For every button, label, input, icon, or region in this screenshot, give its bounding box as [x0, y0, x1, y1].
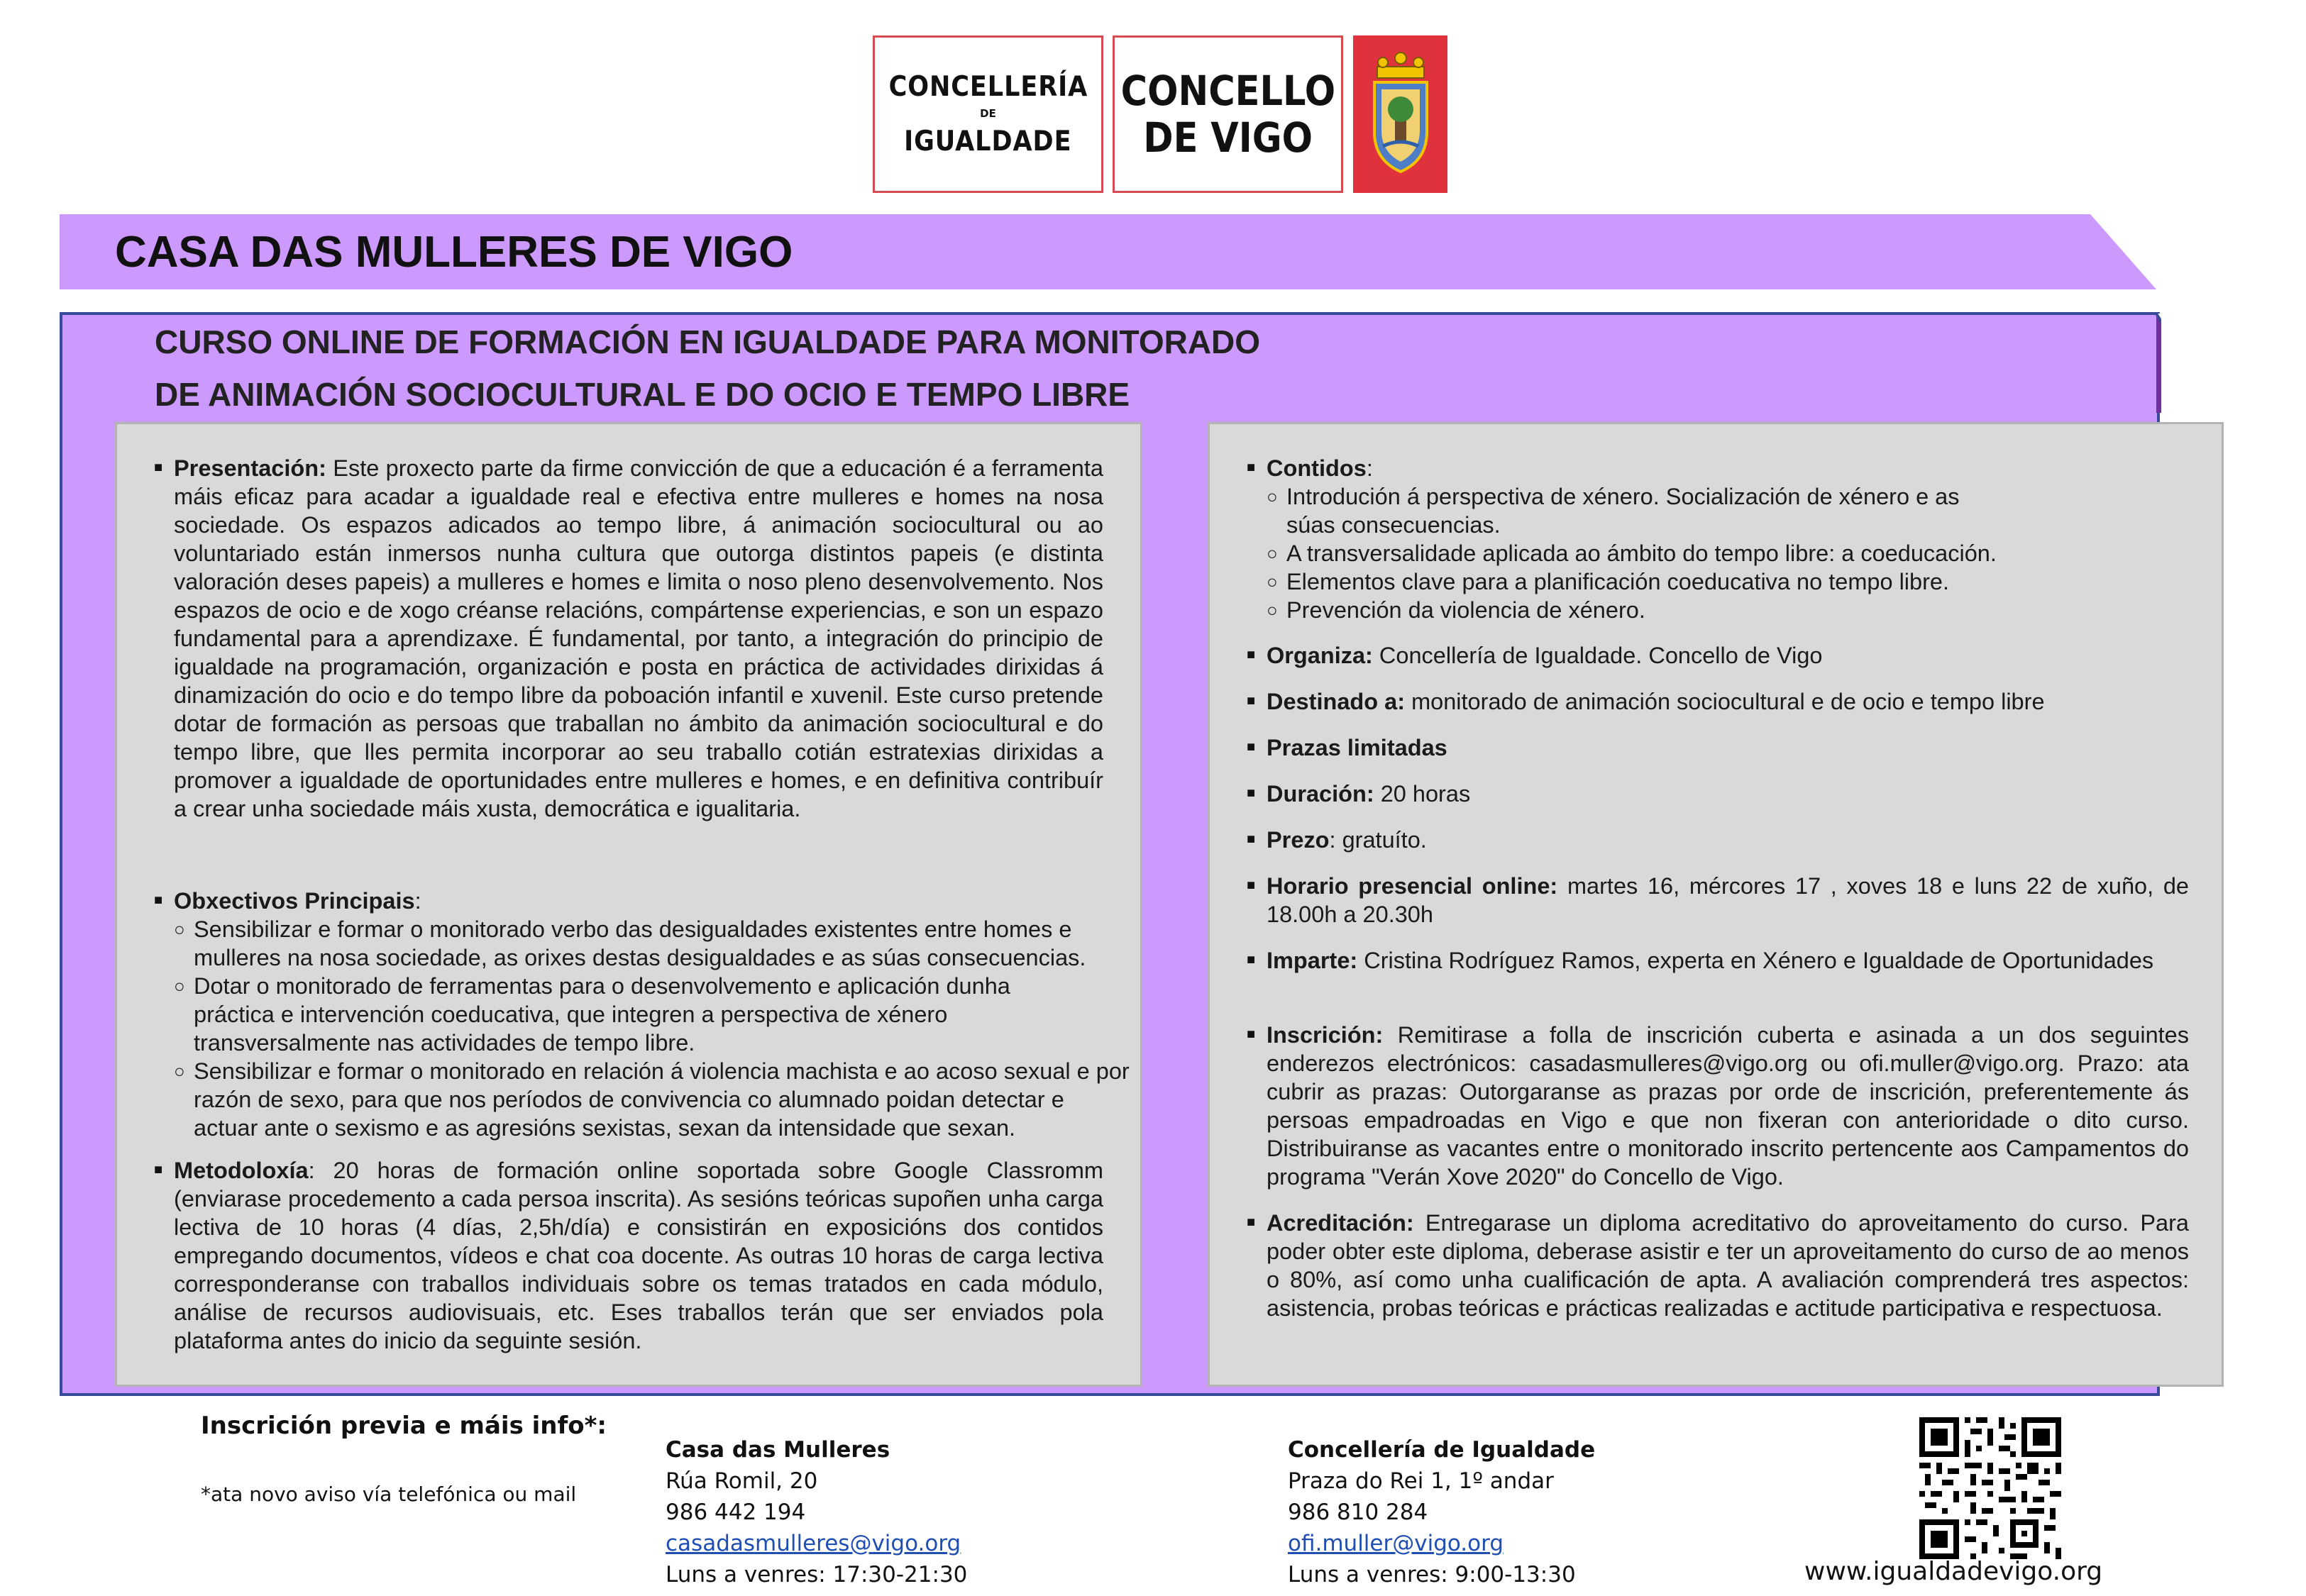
contido-item	[1267, 567, 2189, 596]
concelleria-igualdade-logo	[873, 35, 1103, 193]
course-title-line1: CURSO ONLINE DE FORMACIÓN EN IGUALDADE PARA MONITORADO	[155, 323, 1261, 360]
obxectivo-item-text: Dotar o monitorado de ferramentas para o desenvolvemento e aplicación dunha práctica e intervención coeducativa, que integren a perspectiva de xénero transversalmente nas actividades de tempo libre.	[194, 973, 1010, 1055]
bullet-icon: ■	[1247, 952, 1256, 968]
bullet-icon: ■	[1247, 1214, 1256, 1230]
horario-label: Horario presencial online:	[1267, 873, 1558, 899]
bullet-icon: ■	[154, 1162, 163, 1177]
qr-code-icon[interactable]	[1919, 1417, 2061, 1559]
organiza-label: Organiza:	[1267, 643, 1373, 668]
circle-bullet-icon: ○	[174, 975, 185, 997]
obxectivo-item-text: Sensibilizar e formar o monitorado verbo das desigualdades existentes entre homes e mulleres na nosa sociedade, as orixes destas desigualdades e as súas consecuencias.	[194, 916, 1086, 970]
section-prazas	[1267, 733, 2189, 762]
obxectivo-item	[174, 915, 1118, 972]
section-organiza	[1267, 641, 2189, 670]
contact-hours: Luns a venres: 9:00-13:30	[1288, 1562, 1576, 1587]
contact-name: Concellería de Igualdade	[1288, 1437, 1596, 1463]
contido-item	[1267, 482, 1976, 539]
metodoloxia-text: : 20 horas de formación online soportada sobre Google Classromm (enviarase procedemento a cada persoa inscrita). As sesións teóricas supoñen unha carga lectiva de 10 horas (4 días, 2,5h/día) e consistirán en exposicións dos contidos empregando documentos, vídeos e chat coa docente. As outras 10 horas de carga lectiva corresponderanse con traballos individuais sobre os temas tratados en cada módulo, análise de recursos audiovisuais, etc. Eses traballos terán que ser enviados pola plataforma antes do inicio da seguinte sesión.	[174, 1158, 1103, 1353]
section-acreditacion	[1267, 1209, 2189, 1322]
imparte-label: Imparte:	[1267, 948, 1358, 973]
circle-bullet-icon: ○	[174, 919, 185, 940]
bullet-icon: ■	[1247, 739, 1256, 755]
horario-text: martes 16, mércores 17 , xoves 18 e luns 22 de xuño, de 18.00h a 20.30h	[1267, 873, 2189, 927]
contact-phone[interactable]: 986 810 284	[1288, 1500, 1428, 1525]
contido-item-text: Prevención da violencia de xénero.	[1286, 597, 1645, 623]
logo-igualdade-line1: CONCELLERÍA	[888, 71, 1088, 103]
obxectivo-item-text: Sensibilizar e formar o monitorado en relación á violencia machista e ao acoso sexual e por razón de sexo, para que nos períodos de convivencia co alumnado poidan detectar e actuar ante o sexismo e as agresións sexistas, sexan da intensidade que sexan.	[194, 1058, 1130, 1141]
course-title-line2: DE ANIMACIÓN SOCIOCULTURAL E DO OCIO E TEMPO LIBRE	[155, 376, 1130, 413]
destinado-text: monitorado de animación sociocultural e de ocio e tempo libre	[1411, 689, 2045, 714]
logo-concello-line1: CONCELLO	[1120, 67, 1335, 115]
organiza-text: Concellería de Igualdade. Concello de Vigo	[1379, 643, 1823, 668]
contido-item-text: Elementos clave para a planificación coeducativa no tempo libre.	[1286, 569, 1950, 594]
course-title	[155, 316, 1260, 421]
circle-bullet-icon: ○	[1267, 543, 1278, 564]
bullet-icon: ■	[1247, 831, 1256, 847]
footer-note: *ata novo aviso vía telefónica ou mail	[201, 1483, 577, 1506]
contact-address: Rúa Romil, 20	[666, 1468, 818, 1494]
footer-prompt: Inscrición previa e máis info*:	[201, 1412, 607, 1440]
metodoloxia-label: Metodoloxía	[174, 1158, 309, 1183]
right-column	[1208, 422, 2224, 1387]
acreditacion-label: Acreditación:	[1267, 1210, 1414, 1236]
contidos-suffix: :	[1366, 455, 1373, 481]
contact-email-link[interactable]: ofi.muller@vigo.org	[1288, 1531, 1504, 1556]
bullet-icon: ■	[1247, 460, 1256, 475]
section-metodoloxia	[174, 1156, 1103, 1355]
contact-hours: Luns a venres: 17:30-21:30	[666, 1562, 968, 1587]
page-title: CASA DAS MULLERES DE VIGO	[115, 228, 793, 277]
section-duracion	[1267, 780, 2189, 808]
duracion-label: Duración:	[1267, 781, 1374, 807]
obxectivo-item	[174, 1057, 1132, 1142]
concello-vigo-logo	[1113, 35, 1343, 193]
contido-item	[1267, 596, 2189, 624]
section-inscricion	[1267, 1021, 2189, 1191]
section-presentacion	[174, 454, 1103, 823]
bullet-icon: ■	[154, 460, 163, 475]
imparte-text: Cristina Rodríguez Ramos, experta en Xénero e Igualdade de Oportunidades	[1364, 948, 2154, 973]
bullet-icon: ■	[1247, 647, 1256, 663]
contact-concelleria-igualdade	[1288, 1434, 1595, 1590]
section-horario	[1267, 872, 2189, 929]
duracion-text: 20 horas	[1380, 781, 1471, 807]
contact-email-link[interactable]: casadasmulleres@vigo.org	[666, 1531, 961, 1556]
circle-bullet-icon: ○	[174, 1060, 185, 1082]
section-imparte	[1267, 946, 2189, 975]
inscricion-label: Inscrición:	[1267, 1022, 1384, 1048]
contact-phone[interactable]: 986 442 194	[666, 1500, 806, 1525]
presentacion-text: Este proxecto parte da firme convicción de que a educación é a ferramenta máis eficaz para acadar a igualdade real e efectiva entre mulleres e homes na nosa sociedade. Os espazos adicados ao tempo libre, á animación sociocultural ou ao voluntariado están inmersos nunha cultura que outorga distintos papeis (e distinta valoración deses papeis) a mulleres e homes e limita o noso pleno desenvolvemento. Nos espazos de ocio e de xogo créanse relacións, compártense experiencias, e son un espazo fundamental para a aprendizaxe. É fundamental, por tanto, a integración do principio de igualdade na programación, organización e posta en práctica de actividades dirixidas á dinamización do ocio e do tempo libre da poboación infantil e xuvenil. Este curso pretende dotar de formación as persoas que traballan no ámbito da animación sociocultural e do tempo libre, que lles permita incorporar ao seu traballo cotián estratexias dirixidas a promover a igualdade de oportunidades entre mulleres e homes, e en definitiva contribuír a crear unha sociedade máis xusta, democrática e igualitaria.	[174, 455, 1103, 821]
contact-address: Praza do Rei 1, 1º andar	[1288, 1468, 1554, 1494]
section-obxectivos	[174, 887, 1103, 915]
logo-igualdade-line2: DE	[980, 107, 996, 120]
circle-bullet-icon: ○	[1267, 599, 1278, 621]
contido-item-text: A transversalidade aplicada ao ámbito do tempo libre: a coeducación.	[1286, 541, 1997, 566]
circle-bullet-icon: ○	[1267, 571, 1278, 592]
prazas-label: Prazas limitadas	[1267, 735, 1447, 760]
website-link[interactable]: www.igualdadevigo.org	[1804, 1557, 2103, 1586]
inscricion-text: Remitirase a folla de inscrición cuberta e asinada a un dos seguintes enderezos electrónicos: casadasmulleres@vigo.org ou ofi.muller@vigo.org. Prazo: ata cubrir as prazas: Outorgaranse as prazas por orde de inscrición, preferentemente ás persoas empadroadas en Vigo e que non fixeran con anterioridade o dito curso. Distribuiranse as vacantes entre o monitorado inscrito pertencente aos Campamentos do programa "Verán Xove 2020" do Concello de Vigo.	[1267, 1022, 2190, 1190]
contact-casa-das-mulleres	[666, 1434, 967, 1590]
circle-bullet-icon: ○	[1267, 486, 1278, 507]
destinado-label: Destinado a:	[1267, 689, 1406, 714]
section-prezo	[1267, 826, 2189, 854]
bullet-icon: ■	[1247, 877, 1256, 893]
contido-item-text: Introdución á perspectiva de xénero. Socialización de xénero e as súas consecuencias.	[1286, 484, 1960, 538]
bullet-icon: ■	[154, 892, 163, 908]
obxectivos-label: Obxectivos Principais	[174, 888, 415, 914]
bullet-icon: ■	[1247, 785, 1256, 801]
left-column	[115, 422, 1142, 1387]
logo-concello-line2: DE VIGO	[1143, 113, 1313, 162]
obxectivos-suffix: :	[414, 888, 421, 914]
contido-item	[1267, 539, 2189, 567]
prezo-label: Prezo	[1267, 827, 1330, 853]
bullet-icon: ■	[1247, 693, 1256, 709]
contact-name: Casa das Mulleres	[666, 1437, 890, 1463]
section-contidos	[1267, 454, 2189, 482]
prezo-text: : gratuíto.	[1329, 827, 1427, 853]
obxectivo-item	[174, 972, 1103, 1057]
presentacion-label: Presentación:	[174, 455, 326, 481]
acreditacion-text: Entregarase un diploma acreditativo do aproveitamento do curso. Para poder obter este diploma, deberase asistir e ter un aproveitamento do curso de ao menos o 80%, así como unha cualificación de apta. A avaliación comprenderá tres aspectos: asistencia, probas teóricas e prácticas realizadas e actitude participativa e respectuosa.	[1267, 1210, 2189, 1321]
bullet-icon: ■	[1247, 1026, 1256, 1042]
contidos-label: Contidos	[1267, 455, 1367, 481]
vigo-coat-of-arms-icon	[1353, 35, 1447, 193]
section-destinado	[1267, 687, 2189, 716]
logo-igualdade-line3: IGUALDADE	[904, 126, 1072, 157]
